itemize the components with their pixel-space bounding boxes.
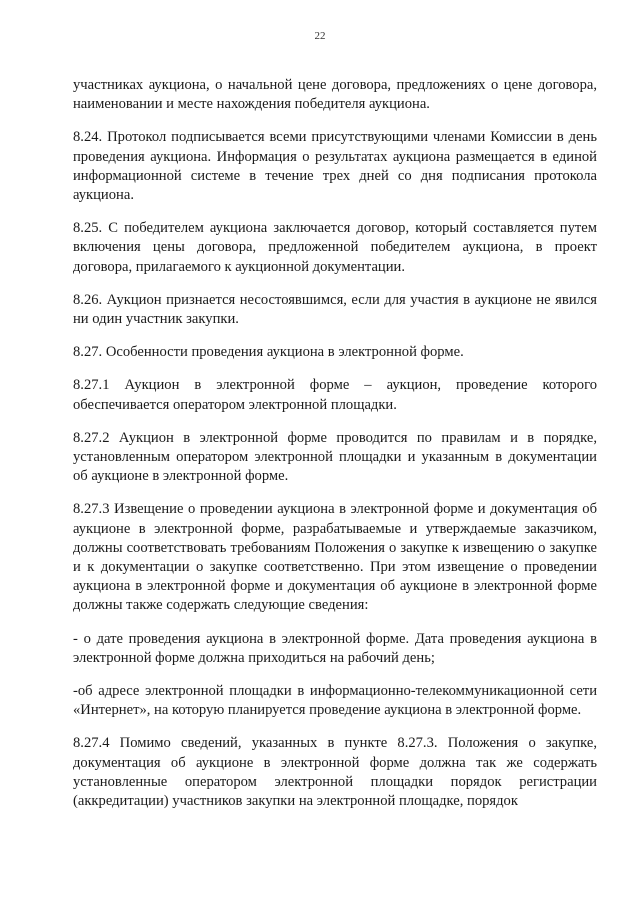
paragraph-8-26: 8.26. Аукцион признается несостоявшимся, если для участия в аукционе не явился ни один участник закупки. bbox=[73, 291, 597, 328]
page-number: 22 bbox=[314, 30, 326, 42]
paragraph-8-27-2: 8.27.2 Аукцион в электронной форме проводится по правилам и в порядке, установленным оператором электронной площадки и указанным в документации об аукционе в электронной форме. bbox=[73, 429, 597, 485]
paragraph-8-24: 8.24. Протокол подписывается всеми присутствующими членами Комиссии в день проведения аукциона. Информация о результатах аукциона размещается в единой информационной системе в течение трех дней со дня подписания протокола аукциона. bbox=[73, 129, 597, 204]
list-item-platform-address: -об адресе электронной площадки в информационно-телекоммуникационной сети «Интернет», на которую планируется проведение аукциона в электронной форме. bbox=[73, 683, 597, 719]
paragraph-8-27: 8.27. Особенности проведения аукциона в электронной форме. bbox=[73, 344, 464, 361]
paragraph-continuation: участниках аукциона, о начальной цене договора, предложениях о цене договора, наименовании и месте нахождения победителя аукциона. bbox=[73, 77, 597, 113]
paragraph-8-27-1: 8.27.1 Аукцион в электронной форме – аукцион, проведение которого обеспечивается оператором электронной площадки. bbox=[73, 377, 597, 413]
paragraph-8-27-3: 8.27.3 Извещение о проведении аукциона в электронной форме и документация об аукционе в электронной форме, разрабатываемые и утверждаемые заказчиком, должны соответствовать требованиям Положения о закупке к извещению о закупке и к документации о закупке соответственно. При этом извещение о проведении аукциона в электронной форме и документация об аукционе в электронной форме должны также содержать следующие сведения: bbox=[73, 501, 597, 614]
paragraph-8-27-4: 8.27.4 Помимо сведений, указанных в пункте 8.27.3. Положения о закупке, документация об аукционе в электронной форме должна так же содержать установленные оператором электронной площадки порядок регистрации (аккредитации) участников закупки на электронной площадке, порядок bbox=[73, 735, 597, 810]
paragraph-8-25: 8.25. С победителем аукциона заключается договор, который составляется путем включения цены договора, предложенной победителем аукциона, в проект договора, прилагаемого к аукционной документации. bbox=[73, 220, 597, 275]
document-body bbox=[73, 76, 597, 825]
list-item-auction-date: - о дате проведения аукциона в электронной форме. Дата проведения аукциона в электронной форме должна приходиться на рабочий день; bbox=[73, 630, 597, 666]
